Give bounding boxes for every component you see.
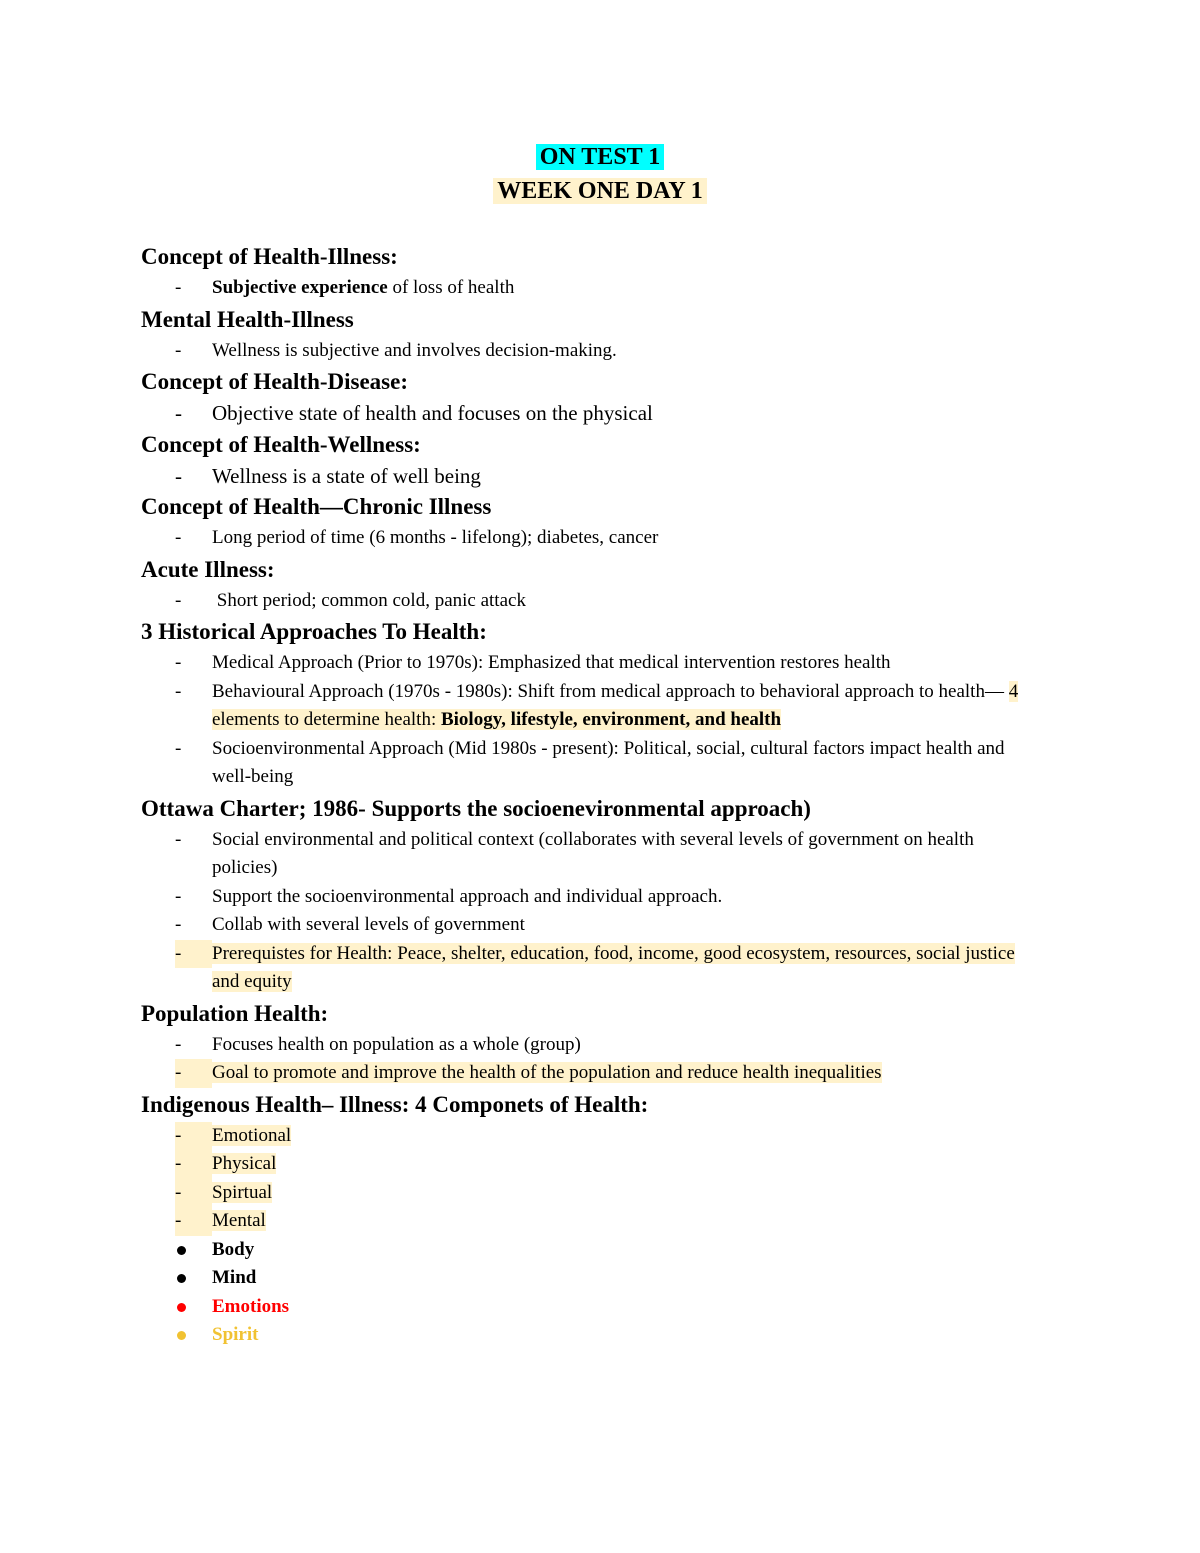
title-line-1: ON TEST 1 [0, 140, 1200, 174]
section-health-wellness [141, 428, 1041, 491]
section-heading: Concept of Health-Wellness: [141, 431, 421, 457]
bullet-item: Spirit [141, 1321, 1041, 1350]
dash-list [141, 1031, 1041, 1088]
section-health-disease [141, 365, 1041, 428]
dash-list [141, 399, 1041, 428]
list-item: - Objective state of health and focuses on the physical [141, 399, 1041, 428]
dash-marker: - [175, 1122, 212, 1151]
section-heading: Indigenous Health– Illness: 4 Componets of Health: [141, 1091, 649, 1117]
title-line-2: WEEK ONE DAY 1 [0, 174, 1200, 208]
section-heading: Mental Health-Illness [141, 306, 354, 332]
dash-marker: - [175, 914, 182, 935]
list-item-highlighted: - Prerequistes for Health: Peace, shelter, education, food, income, good ecosystem, resources, social justice and equity [141, 940, 1041, 997]
dash-marker: - [175, 1059, 212, 1088]
section-acute-illness [141, 553, 1041, 616]
list-item: - Support the socioenvironmental approach and individual approach. [141, 883, 1041, 912]
section-mental-health [141, 303, 1041, 366]
dash-marker: - [175, 401, 182, 425]
notes-content [141, 240, 1041, 1350]
section-heading: Concept of Health—Chronic Illness [141, 494, 492, 519]
list-item: - Subjective experience of loss of health [141, 274, 1041, 303]
dash-marker: - [175, 680, 182, 702]
list-item: - Social environmental and political context (collaborates with several levels of government on health policies) [141, 826, 1041, 883]
dash-marker: - [175, 1179, 212, 1208]
section-heading: Ottawa Charter; 1986- Supports the socioenevironmental approach) [141, 795, 811, 821]
dash-list [141, 649, 1041, 792]
dash-list [141, 1122, 1041, 1236]
section-indigenous-health [141, 1088, 1041, 1350]
bullet-item: Emotions [141, 1293, 1041, 1322]
list-item: - Wellness is subjective and involves decision-making. [141, 337, 1041, 366]
dash-list [141, 337, 1041, 366]
bullet-dot-icon [177, 1303, 186, 1312]
section-health-illness [141, 240, 1041, 303]
dash-marker: - [175, 1207, 212, 1236]
section-heading: Acute Illness: [141, 556, 275, 582]
list-item: - Socioenvironmental Approach (Mid 1980s - present): Political, social, cultural factors impact health and well-being [141, 735, 1041, 792]
bullet-dot-icon [177, 1331, 186, 1340]
dash-marker: - [175, 339, 182, 361]
section-heading: Concept of Health-Illness: [141, 244, 398, 269]
dash-marker: - [175, 589, 182, 611]
list-item: - Medical Approach (Prior to 1970s): Emphasized that medical intervention restores health [141, 649, 1041, 678]
list-item: - Wellness is a state of well being [141, 462, 1041, 491]
bullet-item: Body [141, 1236, 1041, 1265]
list-item: - Short period; common cold, panic attack [141, 587, 1041, 616]
dash-list [141, 524, 1041, 553]
list-item-highlighted: - Emotional [141, 1122, 1041, 1151]
dash-marker: - [175, 277, 182, 298]
dash-marker: - [175, 737, 182, 759]
dash-marker: - [175, 1150, 212, 1179]
list-item-highlighted: - Mental [141, 1207, 1041, 1236]
bullet-list [141, 1236, 1041, 1350]
list-item: - Collab with several levels of government [141, 911, 1041, 940]
dash-list [141, 462, 1041, 491]
dash-marker: - [175, 463, 182, 488]
dash-marker: - [175, 828, 182, 850]
dash-marker: - [175, 885, 182, 907]
section-chronic-illness [141, 490, 1041, 553]
list-item-highlighted: - Physical [141, 1150, 1041, 1179]
list-item: - Focuses health on population as a whole (group) [141, 1031, 1041, 1060]
section-heading: Concept of Health-Disease: [141, 369, 409, 394]
bullet-item: Mind [141, 1264, 1041, 1293]
bullet-dot-icon [177, 1274, 186, 1283]
section-population-health [141, 997, 1041, 1088]
list-item-highlighted: - Spirtual [141, 1179, 1041, 1208]
title-block [0, 140, 1200, 208]
list-item-highlighted: - Goal to promote and improve the health of the population and reduce health inequalities [141, 1059, 1041, 1088]
dash-marker: - [175, 1033, 182, 1055]
dash-marker: - [175, 652, 182, 673]
section-ottawa-charter [141, 792, 1041, 997]
dash-list [141, 274, 1041, 303]
list-item: - Long period of time (6 months - lifelong); diabetes, cancer [141, 524, 1041, 553]
highlighted-phrase: 4 elements to determine health: Biology, lifestyle, environment, and health [212, 680, 1019, 730]
section-heading: Population Health: [141, 1000, 329, 1026]
list-item: - Behavioural Approach (1970s - 1980s): Shift from medical approach to behavioral approach to health— 4 elements to determine health: Biology, lifestyle, environment, and health [141, 678, 1041, 735]
section-historical-approaches [141, 615, 1041, 792]
dash-list [141, 826, 1041, 997]
dash-marker: - [175, 527, 182, 548]
dash-list [141, 587, 1041, 616]
section-heading: 3 Historical Approaches To Health: [141, 619, 487, 644]
dash-marker: - [175, 940, 212, 969]
bullet-dot-icon [177, 1246, 186, 1255]
